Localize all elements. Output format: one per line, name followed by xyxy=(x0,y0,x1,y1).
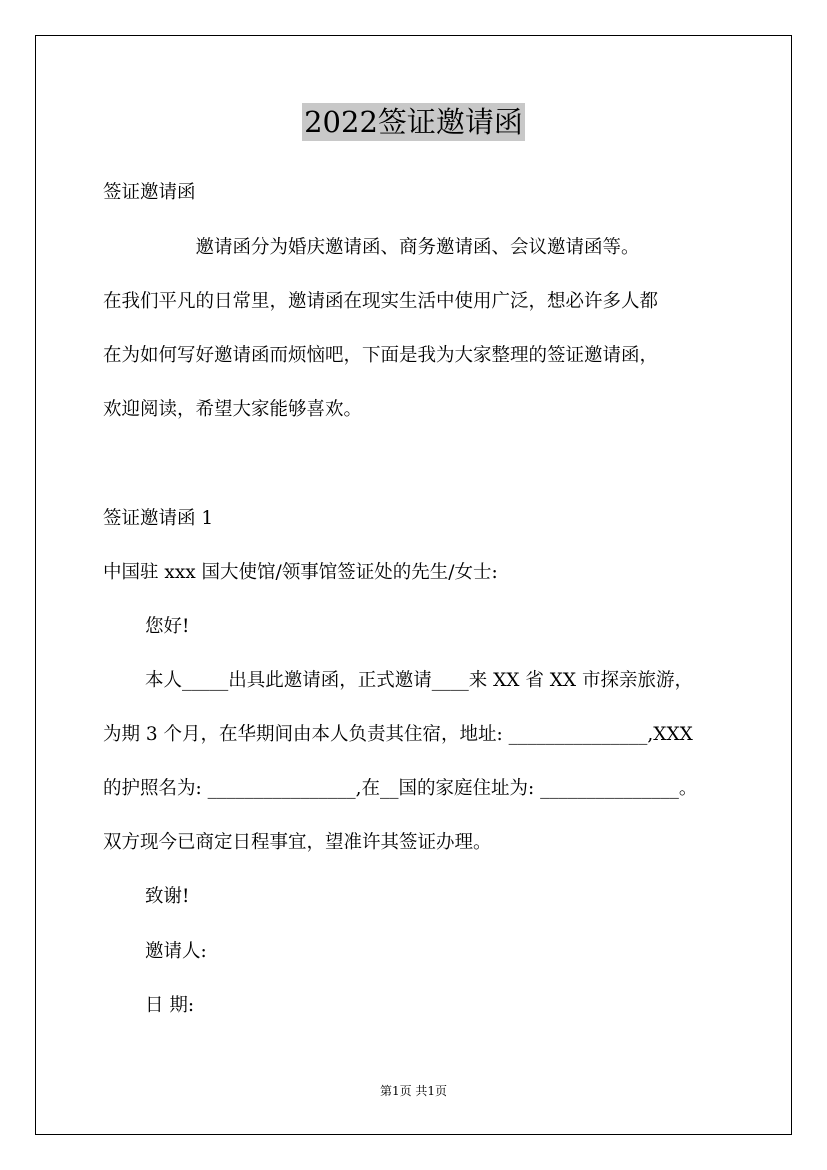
body-line-2: 为期 3 个月，在华期间由本人负责其住宿，地址: _______________,XXX xyxy=(103,724,693,745)
body-line-1: 本人_____出具此邀请函，正式邀请____来 XX 省 XX 市探亲旅游， xyxy=(145,670,693,691)
intro-line-2: 在我们平凡的日常里，邀请函在现实生活中使用广泛，想必许多人都 xyxy=(103,291,659,312)
document-title: 2022签证邀请函 xyxy=(304,105,523,139)
section-heading: 签证邀请函 1 xyxy=(103,508,214,529)
intro-line-3: 在为如何写好邀请函而烦恼吧，下面是我为大家整理的签证邀请函， xyxy=(103,345,659,366)
thanks-line: 致谢! xyxy=(145,886,190,907)
inviter-line: 邀请人: xyxy=(145,941,207,962)
intro-line-4: 欢迎阅读，希望大家能够喜欢。 xyxy=(103,399,363,420)
title-container xyxy=(0,103,827,141)
heading-line: 签证邀请函 xyxy=(103,182,196,203)
body-line-3: 的护照名为: ________________,在__国的家庭住址为: _______________。 xyxy=(103,778,698,799)
intro-line-1: 邀请函分为婚庆邀请函、商务邀请函、会议邀请函等。 xyxy=(103,237,640,258)
salutation-line: 中国驻 xxx 国大使馆/领事馆签证处的先生/女士: xyxy=(103,562,498,583)
date-line: 日 期: xyxy=(145,995,195,1016)
body-line-4: 双方现今已商定日程事宜，望准许其签证办理。 xyxy=(103,832,492,853)
greeting-line: 您好! xyxy=(145,616,190,637)
page-footer: 第1页 共1页 xyxy=(379,1084,448,1098)
